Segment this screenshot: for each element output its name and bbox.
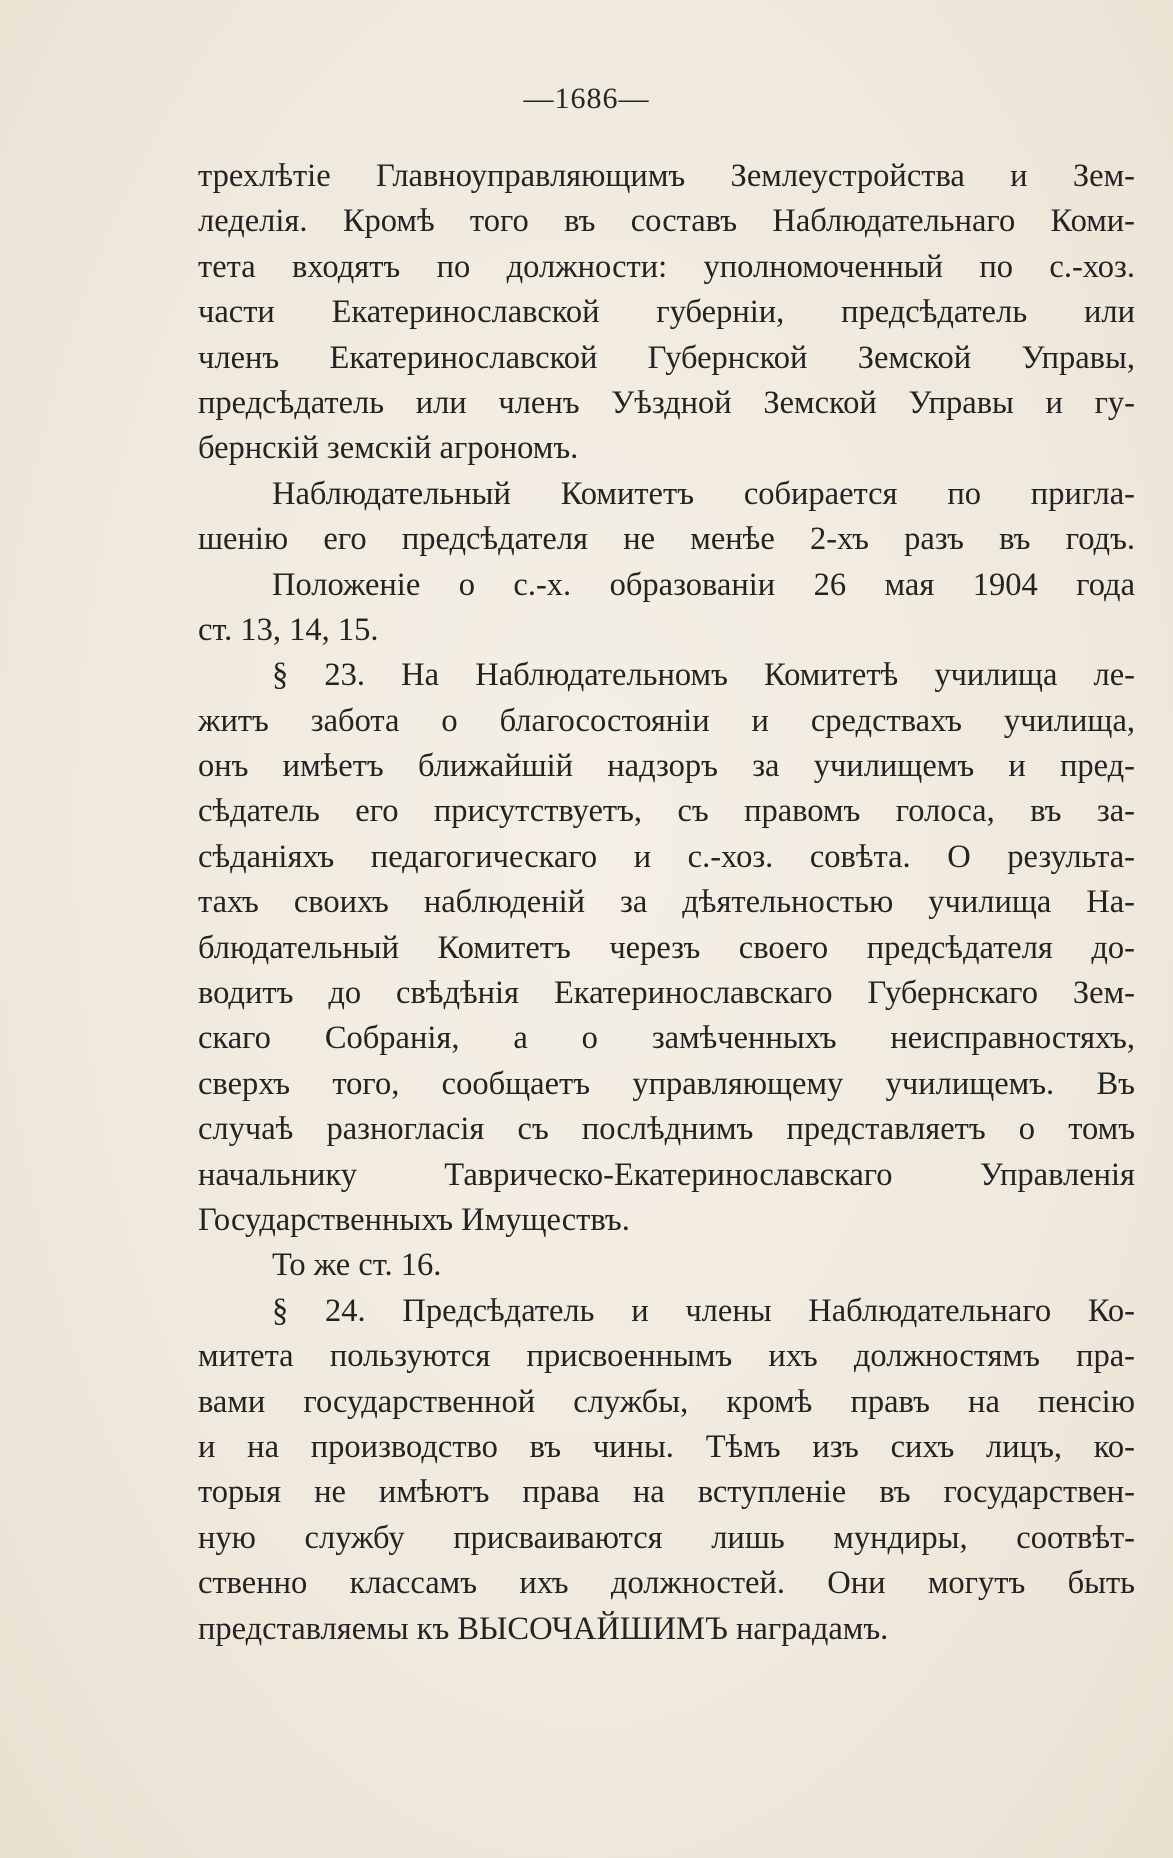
text-line: § 24. Предсѣдатель и члены Наблюдательнаго Ко- (272, 1292, 1135, 1329)
text-line: То же ст. 16. (272, 1247, 442, 1284)
body-text (198, 154, 1135, 1652)
text-line: сѣданіяхъ педагогическаго и с.-хоз. совѣта. О результа- (198, 838, 1135, 875)
text-line: скаго Собранія, а о замѣченныхъ неисправностяхъ, (198, 1020, 1135, 1057)
text-line: бернскій земскій агрономъ. (198, 430, 579, 467)
text-line: случаѣ разногласія съ послѣднимъ представляетъ о томъ (198, 1111, 1135, 1148)
text-line: вами государственной службы, кромѣ правъ на пенсію (198, 1383, 1135, 1420)
text-line: предсѣдатель или членъ Уѣздной Земской Управы и гу- (198, 384, 1135, 421)
text-line: Наблюдательный Комитетъ собирается по пригла- (272, 475, 1135, 512)
text-line: леделія. Кромѣ того въ составъ Наблюдательнаго Коми- (198, 203, 1135, 240)
text-line: ственно классамъ ихъ должностей. Они могутъ быть (198, 1565, 1135, 1602)
text-line: ст. 13, 14, 15. (198, 611, 379, 648)
text-line: блюдательный Комитетъ черезъ своего предсѣдателя до- (198, 929, 1135, 966)
text-line: шенію его предсѣдателя не менѣе 2-хъ разъ въ годъ. (198, 521, 1135, 558)
text-line: части Екатеринославской губерніи, предсѣдатель или (198, 294, 1135, 331)
text-line: Положеніе о с.-х. образованіи 26 мая 1904 года (272, 566, 1135, 603)
text-line: и на производство въ чины. Тѣмъ изъ сихъ лицъ, ко- (198, 1428, 1135, 1465)
text-line: торыя не имѣютъ права на вступленіе въ государствен- (198, 1474, 1135, 1511)
text-line: членъ Екатеринославской Губернской Земской Управы, (198, 339, 1135, 376)
text-line: сѣдатель его присутствуетъ, съ правомъ голоса, въ за- (198, 793, 1135, 830)
text-line: водитъ до свѣдѣнія Екатеринославскаго Губернскаго Зем- (198, 975, 1135, 1012)
text-line: онъ имѣетъ ближайшій надзоръ за училищемъ и пред- (198, 748, 1135, 785)
text-line: житъ забота о благосостояніи и средствахъ училища, (198, 702, 1135, 739)
text-line: ную службу присваиваются лишь мундиры, соотвѣт- (198, 1519, 1135, 1556)
text-line: § 23. На Наблюдательномъ Комитетѣ училища ле- (272, 657, 1135, 694)
text-line: трехлѣтіе Главноуправляющимъ Землеустройства и Зем- (198, 158, 1135, 194)
text-line: представляемы къ ВЫСОЧАЙШИМЪ наградамъ. (198, 1610, 889, 1647)
text-line: сверхъ того, сообщаетъ управляющему училищемъ. Въ (198, 1065, 1135, 1102)
text-line: митета пользуются присвоеннымъ ихъ должностямъ пра- (198, 1338, 1135, 1375)
page-number: —1686— (523, 82, 650, 115)
text-line: тахъ своихъ наблюденій за дѣятельностью училища На- (198, 884, 1135, 921)
text-line: Государственныхъ Имуществъ. (198, 1201, 630, 1238)
text-line: тета входятъ по должности: уполномоченный по с.-хоз. (198, 248, 1135, 285)
text-line: начальнику Таврическо-Екатеринославскаго Управленія (198, 1156, 1135, 1193)
